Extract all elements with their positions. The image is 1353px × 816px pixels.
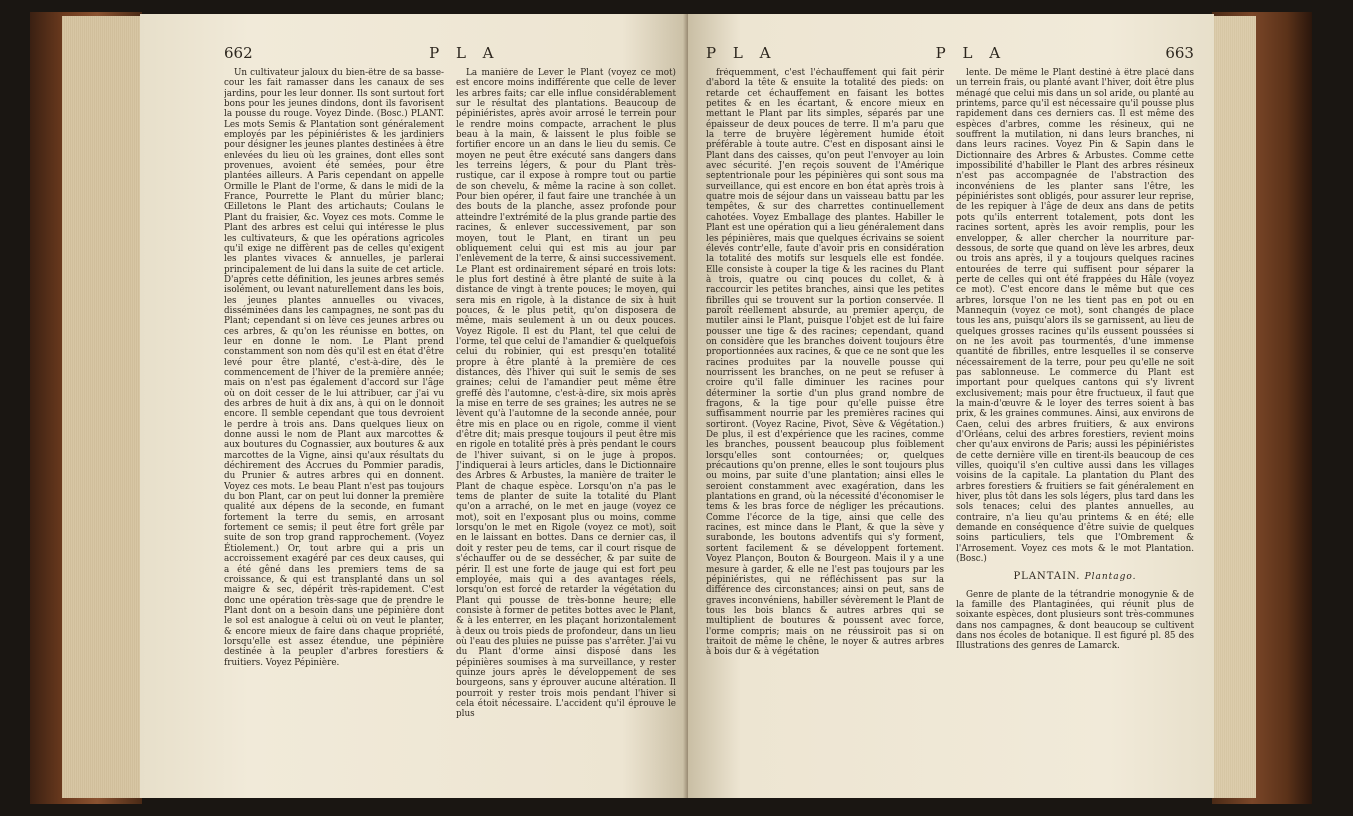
right-column-2 <box>956 68 1194 723</box>
right-running-title-right: P L A <box>935 44 1007 62</box>
right-column-2-text: lente. De même le Plant destiné à être placé dans un terrein frais, ou planté avant l'hiver, doit être plus ménagé que celui mis dans un sol aride, ou planté au printems, parce qu'il est nécessaire qu'il pousse plus rapidement dans ces derniers cas. Il est même des espèces d'arbres, comme les résineux, qui ne souffrent la mutilation, ni dans leurs branches, ni dans leurs racines. Voyez Pin & Sapin dans le Dictionnaire des Arbres & Arbustes. Comme cette impossibilité d'habiller le Plant des arbres résineux n'est pas accompagnée de l'abstraction des inconvéniens de les planter sans l'être, les pépiniéristes sont obligés, pour assurer leur reprise, de les repiquer à l'âge de deux ans dans de petits pots qu'ils enterrent totalement, pots dont les racines sortent, après les avoir remplis, pour les envelopper, & aller chercher la nourriture par-dessous, de sorte que quand on lève les arbres, deux ou trois ans après, il y a toujours quelques racines entourées de terre qui suffisent pour séparer la perte de celles qui ont été frappées du Hâle (voyez ce mot). C'est encore dans le même but que ces arbres, lorsque l'on ne les tient pas en pot ou en Mannequin (voyez ce mot), sont changés de place tous les ans, puisqu'alors ils se garnissent, au lieu de quelques grosses racines qu'ils eussent poussées si on ne les avoit pas tourmentés, d'une immense quantité de fibrilles, entre lesquelles il se conserve nécessairement de la terre, pour peu qu'elle ne soit pas sablonneuse. Le commerce du Plant est important pour quelques cantons qui s'y livrent exclusivement; mais pour être fructueux, il faut que la main-d'œuvre & le loyer des terres soient à bas prix, & les graines communes. Ainsi, aux environs de Caen, celui des arbres fruitiers, & aux environs d'Orléans, celui des arbres forestiers, revient moins cher qu'aux environs de Paris; aussi les pépiniéristes de cette dernière ville en tirent-ils beaucoup de ces villes, quoiqu'il s'en cultive aussi dans les villages voisins de la capitale. La plantation du Plant des arbres forestiers & fruitiers se fait généralement en hiver, plus tôt dans les sols légers, plus tard dans les sols tenaces; celui des plantes annuelles, au contraire, n'a lieu qu'au printems & en été; elle demande en conséquence d'être suivie de quelques soins particuliers, tels que l'Ombrement & l'Arrosement. Voyez ces mots & le mot Plantation. (Bosc.) <box>956 68 1194 565</box>
left-page <box>140 14 688 798</box>
right-page-number: 663 <box>1165 44 1194 62</box>
page-edges-left <box>62 16 142 798</box>
left-column-2 <box>456 68 676 723</box>
right-column-1 <box>706 68 944 723</box>
left-column-2-text: La manière de Lever le Plant (voyez ce mot) est encore moins indifférente que celle de lever les arbres faits; car elle influe considérablement sur le résultat des plantations. Beaucoup de pépiniéristes, après avoir arrosé le terrein pour le rendre moins compacte, arrachent le plus beau à la main, & laissent le plus foible se fortifier encore un an dans le lieu du semis. Ce moyen ne peut être exécuté sans dangers dans les terreins légers, & pour du Plant très-rustique, car il expose à rompre tout ou partie de son chevelu, & même la racine à son collet. Pour bien opérer, il faut faire une tranchée à un des bouts de la planche, assez profonde pour atteindre l'extrémité de la plus grande partie des racines, & enlever successivement, par son moyen, tout le Plant, en tirant un peu obliquement celui qui est mis au jour par l'enlèvement de la terre, & ainsi successivement. Le Plant est ordinairement séparé en trois lots: le plus fort destiné à être planté de suite à la distance de vingt à trente pouces; le moyen, qui sera mis en rigole, à la distance de six à huit pouces, & le plus petit, qu'on disposera de même, mais seulement à un ou deux pouces. Voyez Rigole. Il est du Plant, tel que celui de l'orme, tel que celui de l'amandier & quelquefois celui du robinier, qui est presqu'en totalité propre à être planté à la première de ces distances, dès l'hiver qui suit le semis de ses graines; celui de l'amandier peut même être greffé dès l'automne, c'est-à-dire, six mois après la mise en terre de ses graines; les autres ne se lèvent qu'à l'automne de la seconde année, pour être mis en place ou en rigole, comme il vient d'être dit; mais presque toujours il peut être mis en rigole en totalité près à près pendant le cours de l'hiver suivant, si on le juge à propos. J'indiquerai à leurs articles, dans le Dictionnaire des Arbres & Arbustes, la manière de traiter le Plant de chaque espèce. Lorsqu'on n'a pas le tems de planter de suite la totalité du Plant qu'on a arraché, on le met en jauge (voyez ce mot), soit en l'exposant plus ou moins, comme lorsqu'on le met en Rigole (voyez ce mot), soit en le laissant en bottes. Dans ce dernier cas, il doit y rester peu de tems, car il court risque de s'échauffer ou de se dessécher, & par suite de périr. Il est une forte de jauge qui est fort peu employée, mais qui a des avantages réels, lorsqu'on est forcé de retarder la végétation du Plant qui pousse de très-bonne heure; elle consiste à former de petites bottes avec le Plant, & à les enterrer, en les plaçant horizontalement à deux ou trois pieds de profondeur, dans un lieu où l'eau des pluies ne puisse pas s'arrêter. J'ai vu du Plant d'orme ainsi disposé dans les pépinières soumises à ma surveillance, y rester quinze jours après le développement de ses bourgeons, sans y éprouver aucune altération. Il pourroit y rester trois mois pendant l'hiver si cela étoit nécessaire. L'accident qu'il éprouve le plus <box>456 68 676 720</box>
left-column-1 <box>224 68 444 723</box>
right-column-1-text: fréquemment, c'est l'échauffement qui fait périr d'abord la tête & ensuite la totalité des pieds: on retarde cet échauffement en faisant les bottes petites & en les écartant, & encore mieux en mettant le Plant par lits simples, séparés par une épaisseur de deux pouces de terre. Il m'a paru que la terre de bruyère légèrement humide étoit préférable à toute autre. C'est en disposant ainsi le Plant dans des caisses, qu'on peut l'envoyer au loin avec sécurité. J'en reçois souvent de l'Amérique septentrionale pour les pépinières qui sont sous ma surveillance, qui est encore en bon état après trois à quatre mois de séjour dans un vaisseau battu par les tempêtes, & sur des charrettes continuellement cahotées. Voyez Emballage des plantes. Habiller le Plant est une opération qui a lieu généralement dans les pépinières, mais que quelques écrivains se soient élevés contr'elle, faute d'avoir pris en considération la totalité des motifs sur lesquels elle est fondée. Elle consiste à couper la tige & les racines du Plant à trois, quatre ou cinq pouces du collet, & à raccourcir les petites branches, ainsi que les petites fibrilles qui se trouvent sur la portion conservée. Il paroît réellement absurde, au premier aperçu, de mutiler ainsi le Plant, puisque l'objet est de lui faire pousser une tige & des racines; cependant, quand on considère que les branches doivent toujours être proportionnées aux racines, & que ce ne sont que les racines produites par la nouvelle pousse qui nourrissent les branches, on ne peut se refuser à croire qu'il falle diminuer les racines pour déterminer la sortie d'un plus grand nombre de fragons, & la tige pour qu'elle puisse être suffisamment nourrie par les premières racines qui sortiront. (Voyez Racine, Pivot, Sève & Végétation.) De plus, il est d'expérience que les racines, comme les branches, poussent beaucoup plus foiblement lorsqu'elles sont contournées; or, quelques précautions qu'on prenne, elles le sont toujours plus ou moins, par suite d'une plantation; ainsi elles le seroient constamment avec exagération, dans les plantations en grand, où la nécessité d'économiser le tems & les bras force de négliger les précautions. Comme l'écorce de la tige, ainsi que celle des racines, est mince dans le Plant, & que la sève y surabonde, les boutons adventifs qui s'y forment, sortent facilement & se développent fortement. Voyez Plançon, Bouton & Bourgeon. Mais il y a une mesure à garder, & elle ne l'est pas toujours par les pépiniéristes, qui ne réfléchissent pas sur la différence des circonstances; ainsi on peut, sans de graves inconvéniens, habiller sévèrement le Plant de tous les bois blancs & autres arbres qui se multiplient de boutures & poussent avec force, l'orme compris; mais on ne réussiroit pas si on traitoit de même le chêne, le noyer & autres arbres à bois dur & à végétation <box>706 68 944 658</box>
right-column-2-entry-text: Genre de plante de la tétrandrie monogynie & de la famille des Plantaginées, qui réunit plus de soixante espèces, dont plusieurs sont très-communes dans nos campagnes, & dont beaucoup se cultivent dans nos écoles de botanique. Il est figuré pl. 85 des Illustrations des genres de Lamarck. <box>956 589 1194 652</box>
left-page-number: 662 <box>224 44 253 62</box>
right-running-title-left: P L A <box>706 44 777 62</box>
right-page <box>688 14 1214 798</box>
entry-heading-text: PLANTAIN. <box>1013 570 1081 582</box>
page-edges-right <box>1212 16 1256 798</box>
entry-heading-latin: Plantago. <box>1084 571 1137 582</box>
left-column-1-text: Un cultivateur jaloux du bien-être de sa basse-cour les fait ramasser dans les canaux de ses jardins, pour les leur donner. Ils sont surtout fort bons pour les jeunes dindons, dont ils favorisent la pousse du rouge. Voyez Dinde. (Bosc.) PLANT. Les mots Semis & Plantation sont généralement employés par les pépiniéristes & les jardiniers pour désigner les jeunes plantes destinées à être enlevées du lieu où les graines, dont elles sont provenues, avoient été semées, pour être plantées ailleurs. A Paris cependant on appelle Ormille le Plant de l'orme, & dans le midi de la France, Pourrette le Plant du mûrier blanc; Œilletons le Plant des artichauts; Coulans le Plant du fraisier, &c. Voyez ces mots. Comme le Plant des arbres est celui qui intéresse le plus les cultivateurs, & que les opérations agricoles qu'il exige ne diffèrent pas de celles qu'exigent les plantes vivaces & annuelles, je parlerai principalement de lui dans la suite de cet article. D'après cette définition, les jeunes arbres semés isolément, ou levant naturellement dans les bois, les jeunes plantes annuelles ou vivaces, disséminées dans les campagnes, ne sont pas du Plant; cependant si on lève ces jeunes arbres ou ces arbres, & qu'on les réunisse en bottes, on leur en donne le nom. Le Plant prend constamment son nom dès qu'il est en état d'être levé pour être planté, c'est-à-dire, dès le commencement de l'hiver de la première année; mais on n'est pas également d'accord sur l'âge où on doit cesser de le lui attribuer, car j'ai vu des arbres de huit à dix ans, à qui on le donnoit encore. Il semble cependant que tous devroient le perdre à trois ans. Dans quelques lieux on donne aussi le nom de Plant aux marcottes & aux boutures du Cognassier, aux boutures & aux marcottes de la Vigne, ainsi qu'aux résultats du déchirement des Accrues du Pommier paradis, du Prunier & autres arbres qui en donnent. Voyez ces mots. Le beau Plant n'est pas toujours du bon Plant, car on peut lui donner la première qualité aux dépens de la seconde, en fumant fortement la terre du semis, en arrosant fortement ce semis; il peut être fort grêle par suite de son trop grand rapprochement. (Voyez Étiolement.) Or, tout arbre qui a pris un accroissement exagéré par ces deux causes, qui a été gêné dans les premiers tems de sa croissance, & qui est transplanté dans un sol maigre & sec, dépérit très-rapidement. C'est donc une opération très-sage que de prendre le Plant dont on a besoin dans une pépinière dont le sol est analogue à celui où on veut le planter, & encore mieux de faire dans chaque propriété, lorsqu'elle est assez étendue, une pépinière destinée à la peupler d'arbres forestiers & fruitiers. Voyez Pépinière. <box>224 68 444 668</box>
left-running-title: P L A <box>429 44 500 62</box>
right-running-head <box>706 44 1194 62</box>
entry-heading-plantain <box>956 571 1194 582</box>
left-running-head <box>224 44 676 62</box>
